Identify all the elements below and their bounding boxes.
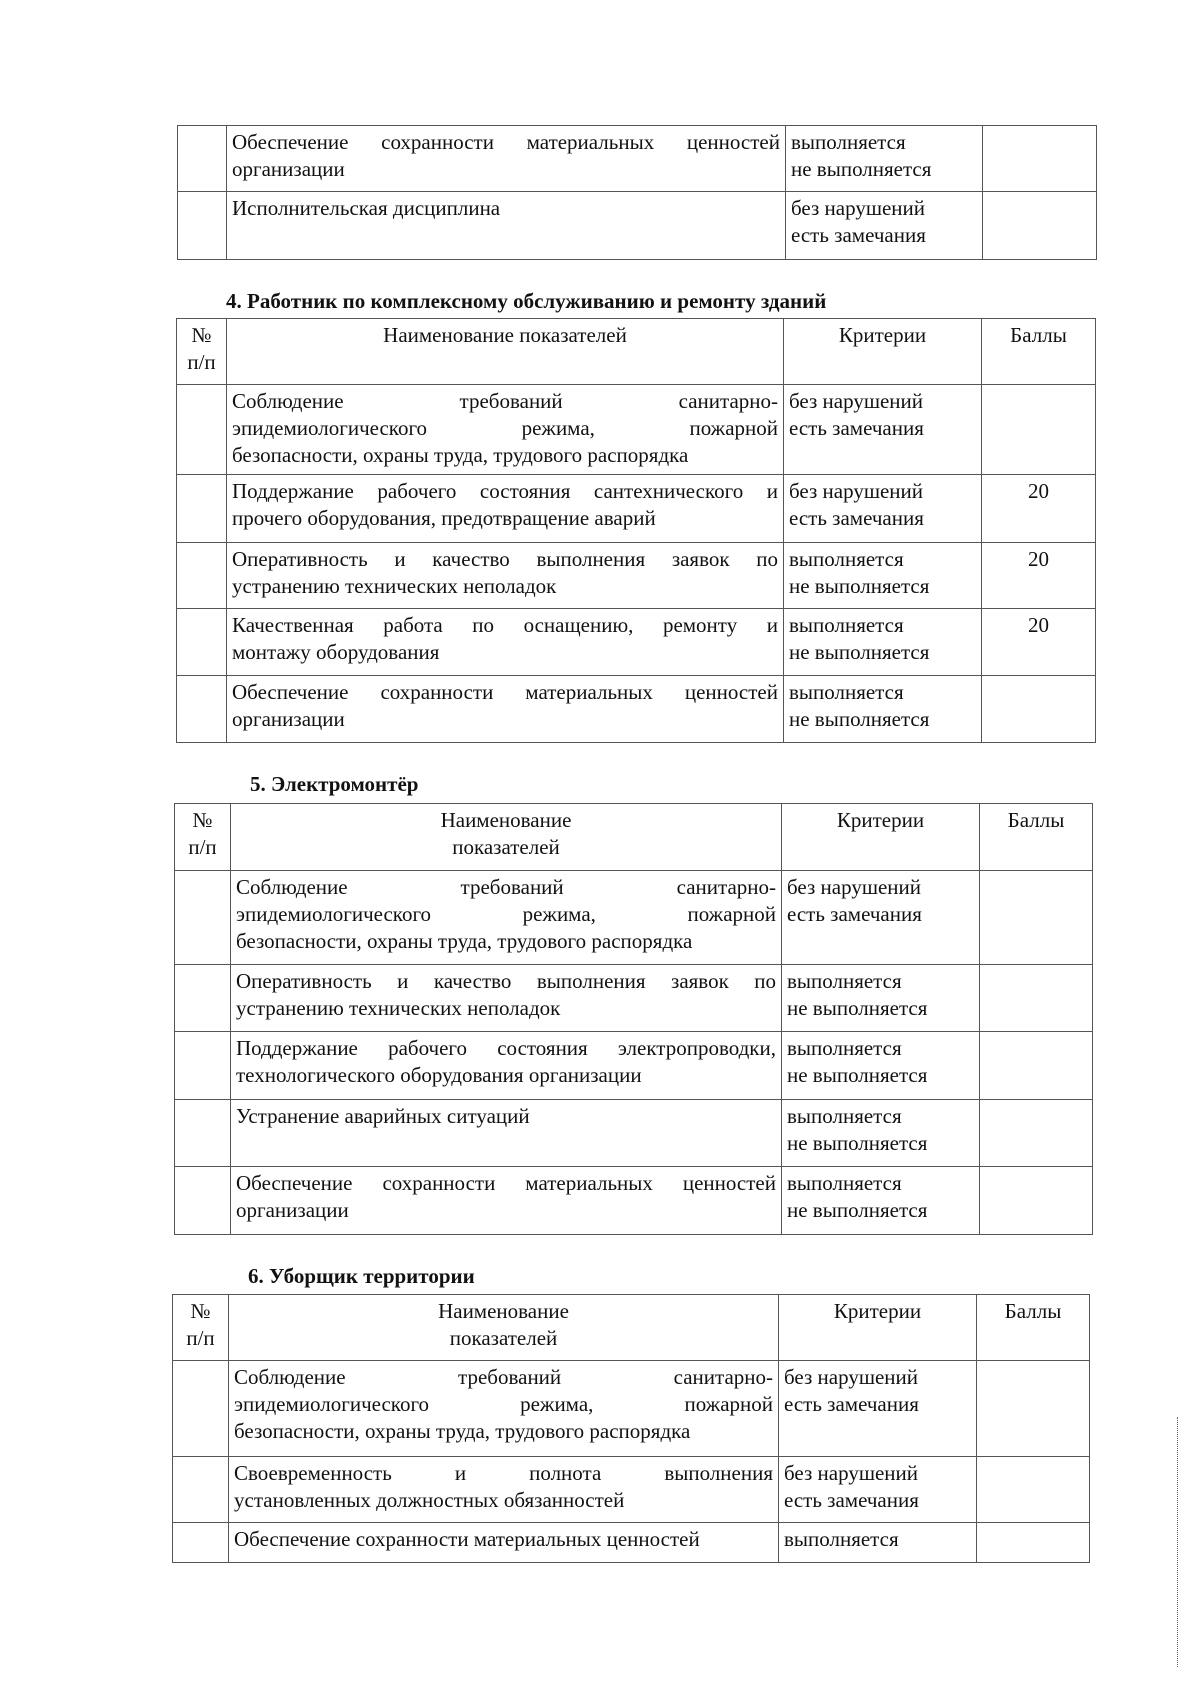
text-line: не выполняется bbox=[791, 157, 932, 181]
text-line: безопасности, охраны труда, трудового распорядка bbox=[236, 929, 693, 953]
score bbox=[980, 871, 1093, 965]
row-number bbox=[175, 965, 231, 1032]
indicator-name bbox=[227, 192, 786, 260]
header-indicator-name bbox=[231, 804, 782, 871]
text-line: Соблюдение требований санитарно- bbox=[234, 1365, 773, 1389]
text-line: Обеспечение сохранности материальных ценностей bbox=[232, 130, 780, 154]
text-line: Исполнительская дисциплина bbox=[232, 196, 501, 220]
text-line: устранению технических неполадок bbox=[232, 574, 557, 598]
section-5-title: 5. Электромонтёр bbox=[250, 772, 419, 796]
text-line: без нарушений bbox=[784, 1365, 919, 1389]
row-number bbox=[177, 543, 227, 609]
text-line: Обеспечение сохранности материальных ценностей bbox=[232, 680, 778, 704]
text-line: № bbox=[192, 808, 213, 832]
indicator-name bbox=[227, 676, 784, 743]
text-line: установленных должностных обязанностей bbox=[234, 1488, 625, 1512]
text-line: устранению технических неполадок bbox=[236, 996, 561, 1020]
header-score: Баллы bbox=[982, 319, 1096, 385]
criteria bbox=[784, 609, 982, 676]
row-number bbox=[173, 1457, 229, 1523]
criteria bbox=[784, 676, 982, 743]
header-criteria: Критерии bbox=[779, 1295, 977, 1361]
text-line: монтажу оборудования bbox=[232, 640, 440, 664]
text-line: Наименование bbox=[440, 808, 572, 832]
row-number bbox=[175, 1032, 231, 1100]
score bbox=[980, 965, 1093, 1032]
text-line: Соблюдение требований санитарно- bbox=[236, 875, 776, 899]
table-row bbox=[178, 126, 1097, 192]
indicator-name bbox=[227, 126, 786, 192]
score bbox=[977, 1361, 1090, 1457]
header-number bbox=[173, 1295, 229, 1361]
text-line: есть замечания bbox=[789, 506, 924, 530]
text-line: эпидемиологического режима, пожарной bbox=[234, 1392, 773, 1416]
text-line: выполняется bbox=[789, 547, 904, 571]
header-indicator-name bbox=[227, 319, 784, 385]
header-criteria: Критерии bbox=[782, 804, 980, 871]
text-line: Наименование bbox=[438, 1299, 569, 1323]
indicator-name bbox=[229, 1457, 779, 1523]
score bbox=[983, 126, 1097, 192]
table-row bbox=[177, 543, 1096, 609]
score bbox=[982, 676, 1096, 743]
table-section-6 bbox=[172, 1294, 1090, 1563]
score: 20 bbox=[982, 609, 1096, 676]
table-row bbox=[175, 965, 1093, 1032]
text-line: без нарушений bbox=[789, 389, 924, 413]
header-criteria: Критерии bbox=[784, 319, 982, 385]
row-number bbox=[177, 609, 227, 676]
text-line: Соблюдение требований санитарно- bbox=[232, 389, 778, 413]
text-line: показателей bbox=[449, 1326, 558, 1350]
row-number bbox=[177, 676, 227, 743]
criteria bbox=[784, 475, 982, 543]
indicator-name bbox=[227, 385, 784, 475]
score bbox=[980, 1167, 1093, 1235]
indicator-name bbox=[231, 1032, 782, 1100]
table-row bbox=[177, 609, 1096, 676]
text-line: выполняется bbox=[784, 1527, 899, 1551]
criteria bbox=[779, 1361, 977, 1457]
text-line: не выполняется bbox=[787, 1131, 928, 1155]
score bbox=[977, 1457, 1090, 1523]
table-section-5 bbox=[174, 803, 1093, 1235]
text-line: без нарушений bbox=[791, 196, 926, 220]
text-line: выполняется bbox=[791, 130, 906, 154]
text-line: № bbox=[191, 323, 212, 347]
text-line: без нарушений bbox=[787, 875, 922, 899]
text-line: не выполняется bbox=[789, 707, 930, 731]
text-line: организации bbox=[236, 1198, 349, 1222]
table-row bbox=[178, 192, 1097, 260]
header-indicator-name bbox=[229, 1295, 779, 1361]
section-4-title: 4. Работник по комплексному обслуживанию и ремонту зданий bbox=[226, 289, 827, 313]
text-line: Оперативность и качество выполнения заявок по bbox=[232, 547, 778, 571]
indicator-name bbox=[231, 871, 782, 965]
table-header-row bbox=[173, 1295, 1090, 1361]
text-line: выполняется bbox=[787, 1104, 902, 1128]
indicator-name bbox=[227, 475, 784, 543]
text-line: п/п bbox=[188, 835, 217, 859]
text-line: Качественная работа по оснащению, ремонту и bbox=[232, 613, 778, 637]
criteria bbox=[784, 543, 982, 609]
table-row bbox=[177, 385, 1096, 475]
table-row bbox=[173, 1523, 1090, 1563]
row-number bbox=[178, 192, 227, 260]
text-line: не выполняется bbox=[787, 1198, 928, 1222]
text-line: выполняется bbox=[789, 613, 904, 637]
text-line: выполняется bbox=[789, 680, 904, 704]
table-section-3-continued bbox=[177, 125, 1097, 260]
criteria bbox=[782, 871, 980, 965]
criteria bbox=[782, 1100, 980, 1167]
text-line: Обеспечение сохранности материальных ценностей bbox=[236, 1171, 776, 1195]
text-line: эпидемиологического режима, пожарной bbox=[236, 902, 776, 926]
table-row bbox=[177, 676, 1096, 743]
text-line: организации bbox=[232, 707, 345, 731]
indicator-name bbox=[231, 965, 782, 1032]
text-line: прочего оборудования, предотвращение аварий bbox=[232, 506, 656, 530]
text-line: есть замечания bbox=[787, 902, 922, 926]
indicator-name bbox=[227, 609, 784, 676]
indicator-name bbox=[231, 1167, 782, 1235]
score bbox=[980, 1100, 1093, 1167]
table-row bbox=[173, 1361, 1090, 1457]
score bbox=[980, 1032, 1093, 1100]
indicator-name bbox=[231, 1100, 782, 1167]
table-header-row bbox=[175, 804, 1093, 871]
text-line: есть замечания bbox=[784, 1488, 919, 1512]
text-line: не выполняется bbox=[789, 640, 930, 664]
criteria bbox=[786, 192, 983, 260]
criteria bbox=[782, 1032, 980, 1100]
table-header-row bbox=[177, 319, 1096, 385]
score bbox=[983, 192, 1097, 260]
text-line: п/п bbox=[187, 350, 216, 374]
criteria bbox=[784, 385, 982, 475]
text-line: Устранение аварийных ситуаций bbox=[236, 1104, 530, 1128]
criteria bbox=[779, 1457, 977, 1523]
header-number bbox=[175, 804, 231, 871]
text-line: п/п bbox=[186, 1326, 215, 1350]
text-line: Поддержание рабочего состояния сантехнического и bbox=[232, 479, 778, 503]
criteria bbox=[786, 126, 983, 192]
text-line: есть замечания bbox=[784, 1392, 919, 1416]
text-line: Обеспечение сохранности материальных ценностей bbox=[234, 1527, 700, 1551]
text-line: Поддержание рабочего состояния электропроводки, bbox=[236, 1036, 776, 1060]
text-line: без нарушений bbox=[784, 1461, 919, 1485]
header-number bbox=[177, 319, 227, 385]
text-line: Своевременность и полнота выполнения bbox=[234, 1461, 773, 1485]
indicator-name bbox=[229, 1523, 779, 1563]
text-line: безопасности, охраны труда, трудового распорядка bbox=[234, 1419, 691, 1443]
row-number bbox=[175, 1167, 231, 1235]
score: 20 bbox=[982, 475, 1096, 543]
text-line: технологического оборудования организации bbox=[236, 1063, 642, 1087]
table-row bbox=[173, 1457, 1090, 1523]
row-number bbox=[175, 871, 231, 965]
score bbox=[982, 385, 1096, 475]
text-line: эпидемиологического режима, пожарной bbox=[232, 416, 778, 440]
criteria bbox=[782, 965, 980, 1032]
text-line: организации bbox=[232, 157, 345, 181]
indicator-name bbox=[229, 1361, 779, 1457]
text-line: Наименование показателей bbox=[383, 323, 627, 347]
text-line: есть замечания bbox=[789, 416, 924, 440]
text-line: не выполняется bbox=[789, 574, 930, 598]
header-score: Баллы bbox=[977, 1295, 1090, 1361]
section-6-title: 6. Уборщик территории bbox=[248, 1264, 475, 1288]
text-line: не выполняется bbox=[787, 996, 928, 1020]
header-score: Баллы bbox=[980, 804, 1093, 871]
table-row bbox=[175, 1032, 1093, 1100]
text-line: выполняется bbox=[787, 969, 902, 993]
score bbox=[977, 1523, 1090, 1563]
text-line: выполняется bbox=[787, 1171, 902, 1195]
text-line: показателей bbox=[452, 835, 560, 859]
text-line: безопасности, охраны труда, трудового распорядка bbox=[232, 443, 689, 467]
scan-edge-line bbox=[1177, 1417, 1178, 1667]
text-line: без нарушений bbox=[789, 479, 924, 503]
row-number bbox=[177, 385, 227, 475]
table-row bbox=[175, 1100, 1093, 1167]
text-line: не выполняется bbox=[787, 1063, 928, 1087]
row-number bbox=[177, 475, 227, 543]
text-line: № bbox=[190, 1299, 211, 1323]
score: 20 bbox=[982, 543, 1096, 609]
table-row bbox=[175, 871, 1093, 965]
indicator-name bbox=[227, 543, 784, 609]
row-number bbox=[175, 1100, 231, 1167]
row-number bbox=[173, 1523, 229, 1563]
table-section-4 bbox=[176, 318, 1096, 743]
table-row bbox=[177, 475, 1096, 543]
text-line: Оперативность и качество выполнения заявок по bbox=[236, 969, 776, 993]
row-number bbox=[173, 1361, 229, 1457]
text-line: есть замечания bbox=[791, 223, 926, 247]
row-number bbox=[178, 126, 227, 192]
criteria bbox=[782, 1167, 980, 1235]
table-row bbox=[175, 1167, 1093, 1235]
text-line: выполняется bbox=[787, 1036, 902, 1060]
criteria bbox=[779, 1523, 977, 1563]
